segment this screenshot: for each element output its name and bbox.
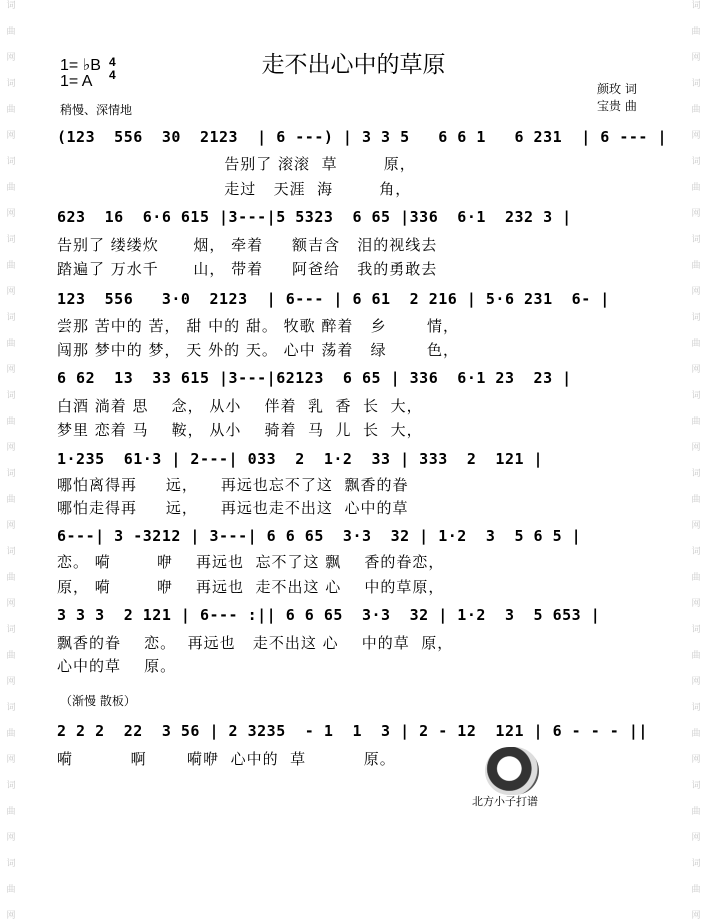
watermark-char: 曲 — [691, 261, 701, 271]
lyric-row: 白酒 淌着 思 念， 从小 伴着 乳 香 长 大， — [57, 397, 423, 415]
watermark-char: 网 — [6, 755, 16, 765]
watermark-char: 曲 — [6, 651, 16, 661]
arranger-label: 北方小子打谱 — [472, 795, 538, 808]
watermark-char: 曲 — [6, 261, 16, 271]
composer: 宝贵 曲 — [597, 99, 637, 113]
watermark-char: 词 — [6, 235, 16, 245]
watermark-char: 曲 — [691, 27, 701, 37]
watermark-char: 词 — [691, 79, 701, 89]
watermark-char: 网 — [691, 287, 701, 297]
key-signature-1: 1= ♭B — [60, 57, 101, 74]
lyric-row: 哪怕离得再 远， 再远也忘不了这 飘香的眷 — [57, 476, 409, 494]
notes-row: 1·235 61·3 | 2---| 033 2 1·2 33 | 333 2 121 | — [57, 450, 544, 468]
watermark-char: 词 — [691, 781, 701, 791]
watermark-char: 网 — [691, 521, 701, 531]
key-signature-2: 1= A — [60, 73, 93, 90]
watermark-char: 网 — [691, 833, 701, 843]
watermark-char: 网 — [6, 521, 16, 531]
watermark-char: 词 — [691, 859, 701, 869]
lyric-row: 哪怕走得再 远， 再远也走不出这 心中的草 — [57, 499, 409, 517]
watermark-char: 曲 — [691, 807, 701, 817]
watermark-char: 曲 — [691, 183, 701, 193]
watermark-char: 网 — [6, 443, 16, 453]
watermark-char: 曲 — [6, 417, 16, 427]
coda-marking: （渐慢 散板） — [60, 694, 136, 708]
watermark-char: 曲 — [691, 495, 701, 505]
lyric-row: 心中的草 原。 — [57, 657, 177, 675]
time-bottom: 4 — [109, 68, 116, 82]
notes-row: 123 556 3·0 2123 | 6--- | 6 61 2 216 | 5·6 231 6- | — [57, 290, 610, 308]
watermark-char: 曲 — [691, 339, 701, 349]
watermark-right — [687, 0, 705, 921]
watermark-char: 网 — [6, 677, 16, 687]
watermark-char: 词 — [691, 391, 701, 401]
watermark-char: 词 — [6, 157, 16, 167]
watermark-char: 曲 — [691, 885, 701, 895]
watermark-char: 词 — [691, 235, 701, 245]
arranger-avatar-stamp — [485, 747, 539, 795]
watermark-char: 曲 — [6, 495, 16, 505]
lyric-row: 原， 嗬 咿 再远也 走不出这 心 中的草原， — [57, 578, 445, 596]
watermark-char: 曲 — [691, 729, 701, 739]
watermark-char: 网 — [691, 755, 701, 765]
watermark-char: 词 — [691, 1, 701, 11]
watermark-char: 词 — [6, 859, 16, 869]
notes-row: 2 2 2 22 3 56 | 2 3235 - 1 1 3 | 2 - 12 121 | 6 - - - || — [57, 722, 648, 740]
watermark-char: 曲 — [6, 27, 16, 37]
watermark-char: 曲 — [691, 105, 701, 115]
lyric-row: 踏遍了 万水千 山， 带着 阿爸给 我的勇敢去 — [57, 260, 438, 278]
watermark-char: 曲 — [691, 573, 701, 583]
watermark-char: 词 — [691, 625, 701, 635]
watermark-char: 曲 — [6, 183, 16, 193]
lyric-row: 尝那 苦中的 苦， 甜 中的 甜。 牧歌 醉着 乡 情， — [57, 317, 460, 335]
lyricist: 颜玫 词 — [597, 82, 637, 96]
watermark-char: 词 — [6, 313, 16, 323]
lyric-row: 闯那 梦中的 梦， 天 外的 天。 心中 荡着 绿 色， — [57, 341, 460, 359]
watermark-char: 曲 — [6, 339, 16, 349]
lyric-row: 嗬 啊 嗬咿 心中的 草 原。 — [57, 750, 396, 768]
watermark-char: 网 — [6, 599, 16, 609]
notes-row: 6 62 13 33 615 |3---|62123 6 65 | 336 6·1 23 23 | — [57, 369, 572, 387]
tempo-marking: 稍慢、深情地 — [60, 103, 133, 117]
watermark-char: 曲 — [6, 807, 16, 817]
watermark-char: 词 — [6, 391, 16, 401]
lyric-row: 告别了 缕缕炊 烟， 牵着 额吉含 泪的视线去 — [57, 236, 438, 254]
lyric-row: 飘香的眷 恋。 再远也 走不出这 心 中的草 原， — [57, 634, 454, 652]
watermark-char: 网 — [6, 131, 16, 141]
watermark-char: 网 — [691, 209, 701, 219]
song-title: 走不出心中的草原 — [261, 52, 446, 78]
watermark-char: 网 — [6, 833, 16, 843]
notes-row: (123 556 30 2123 | 6 ---) | 3 3 5 6 6 1 6 231 | 6 --- | — [57, 128, 667, 146]
watermark-char: 网 — [6, 365, 16, 375]
lyric-row: 告别了 滚滚 草 原， — [57, 155, 416, 173]
lyric-row: 恋。 嗬 咿 再远也 忘不了这 飘 香的眷恋， — [57, 553, 445, 571]
notes-row: 3 3 3 2 121 | 6--- :|| 6 6 65 3·3 32 | 1·2 3 5 653 | — [57, 606, 601, 624]
watermark-char: 网 — [6, 911, 16, 921]
watermark-char: 词 — [691, 469, 701, 479]
watermark-char: 网 — [691, 599, 701, 609]
watermark-char: 网 — [691, 131, 701, 141]
watermark-char: 词 — [691, 703, 701, 713]
watermark-char: 词 — [691, 547, 701, 557]
time-top: 4 — [109, 55, 116, 69]
watermark-char: 词 — [6, 469, 16, 479]
watermark-char: 曲 — [6, 573, 16, 583]
watermark-char: 词 — [6, 703, 16, 713]
watermark-char: 网 — [691, 365, 701, 375]
lyric-row: 走过 天涯 海 角， — [57, 180, 412, 198]
watermark-char: 网 — [6, 209, 16, 219]
watermark-char: 词 — [6, 781, 16, 791]
notes-row: 6---| 3 -3212 | 3---| 6 6 65 3·3 32 | 1·2 3 5 6 5 | — [57, 527, 582, 545]
watermark-char: 词 — [691, 313, 701, 323]
watermark-char: 网 — [6, 287, 16, 297]
watermark-char: 网 — [691, 677, 701, 687]
watermark-char: 词 — [6, 547, 16, 557]
watermark-char: 曲 — [691, 651, 701, 661]
watermark-char: 曲 — [6, 729, 16, 739]
watermark-char: 词 — [6, 625, 16, 635]
watermark-char: 词 — [6, 1, 16, 11]
watermark-char: 曲 — [691, 417, 701, 427]
watermark-char: 词 — [691, 157, 701, 167]
watermark-char: 网 — [6, 53, 16, 63]
watermark-char: 曲 — [6, 105, 16, 115]
watermark-char: 词 — [6, 79, 16, 89]
watermark-char: 网 — [691, 53, 701, 63]
watermark-char: 曲 — [6, 885, 16, 895]
watermark-char: 网 — [691, 443, 701, 453]
notes-row: 623 16 6·6 615 |3---|5 5323 6 65 |336 6·1 232 3 | — [57, 208, 572, 226]
lyric-row: 梦里 恋着 马 鞍， 从小 骑着 马 儿 长 大， — [57, 421, 423, 439]
watermark-left — [2, 0, 20, 921]
watermark-char: 网 — [691, 911, 701, 921]
